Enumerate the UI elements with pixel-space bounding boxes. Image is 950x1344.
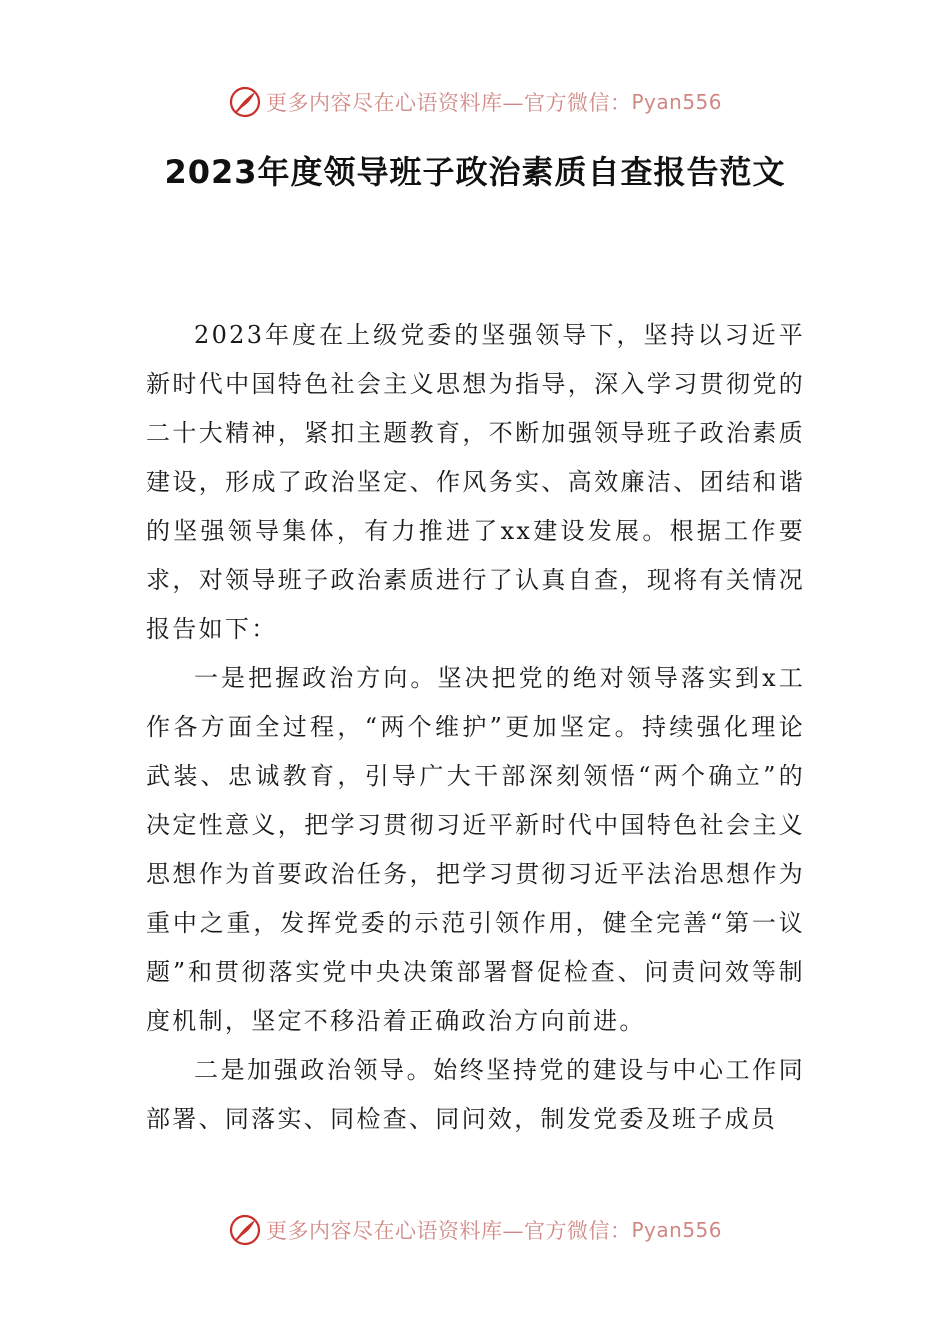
paragraph-political-direction: 一是把握政治方向。坚决把党的绝对领导落实到x工作各方面全过程，“两个维护”更加坚定。持续强化理论武装、忠诚教育，引导广大干部深刻领悟“两个确立”的决定性意义，把学习贯彻习近平新时代中国特色社会主义思想作为首要政治任务，把学习贯彻习近平法治思想作为重中之重，发挥党委的示范引领作用，健全完善“第一议题”和贯彻落实党中央决策部署督促检查、问责问效等制度机制，坚定不移沿着正确政治方向前进。: [146, 664, 805, 1035]
document-title: 2023年度领导班子政治素质自查报告范文: [164, 153, 786, 191]
watermark-text: 更多内容尽在心语资料库—官方微信：: [265, 91, 632, 115]
quill-pen-logo-icon: [228, 1213, 262, 1247]
watermark-contact: Pyan556: [631, 1218, 722, 1242]
paragraph-intro: 2023年度在上级党委的坚强领导下，坚持以习近平新时代中国特色社会主义思想为指导，深入学习贯彻党的二十大精神，紧扣主题教育，不断加强领导班子政治素质建设，形成了政治坚定、作风务实、高效廉洁、团结和谐的坚强领导集体，有力推进了xx建设发展。根据工作要求，对领导班子政治素质进行了认真自查，现将有关情况报告如下：: [146, 321, 805, 643]
watermark-text: 更多内容尽在心语资料库—官方微信：: [265, 1219, 632, 1243]
header-watermark: [0, 82, 950, 122]
document-body: [146, 311, 805, 1144]
footer-watermark: [0, 1210, 950, 1250]
paragraph-political-leadership: 二是加强政治领导。始终坚持党的建设与中心工作同部署、同落实、同检查、同问效，制发党委及班子成员: [146, 1056, 805, 1133]
quill-pen-logo-icon: [228, 85, 262, 119]
watermark-contact: Pyan556: [631, 90, 722, 114]
